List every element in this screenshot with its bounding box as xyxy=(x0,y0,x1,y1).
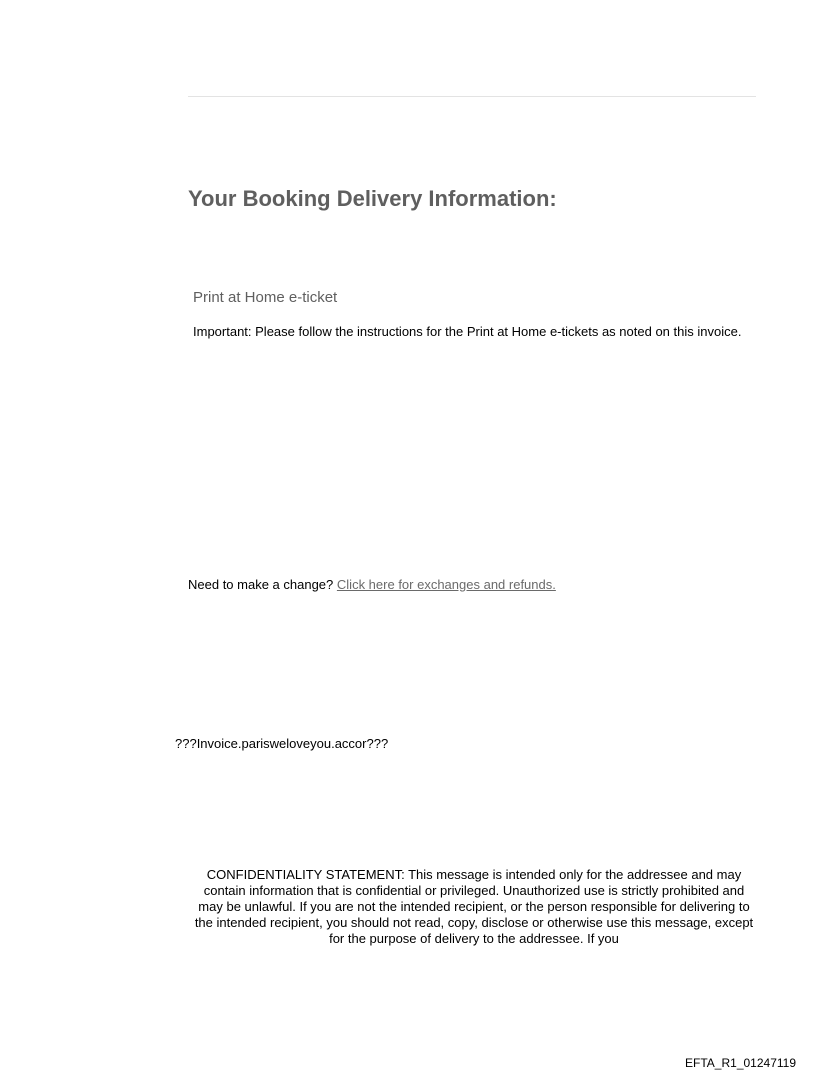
delivery-instructions: Important: Please follow the instructions for the Print at Home e-tickets as noted on this invoice. xyxy=(193,324,742,339)
exchanges-refunds-link[interactable]: Click here for exchanges and refunds. xyxy=(336,577,556,592)
change-prompt: Need to make a change? xyxy=(188,577,334,592)
top-divider xyxy=(188,96,756,97)
delivery-method: Print at Home e-ticket xyxy=(193,289,338,306)
change-request-line xyxy=(188,577,556,592)
confidentiality-statement: CONFIDENTIALITY STATEMENT: This message is intended only for the addressee and may contain information that is confidential or privileged. Unauthorized use is strictly prohibited and may be unlawful. If you are not the intended recipient, or the person responsible for delivering to the intended recipient, you should not read, copy, disclose or otherwise use this message, except for the purpose of delivery to the addressee. If you xyxy=(194,867,754,946)
page-heading: Your Booking Delivery Information: xyxy=(188,186,557,211)
invoice-reference: ???Invoice.parisweloveyou.accor??? xyxy=(175,736,389,751)
document-id: EFTA_R1_01247119 xyxy=(685,1056,796,1070)
